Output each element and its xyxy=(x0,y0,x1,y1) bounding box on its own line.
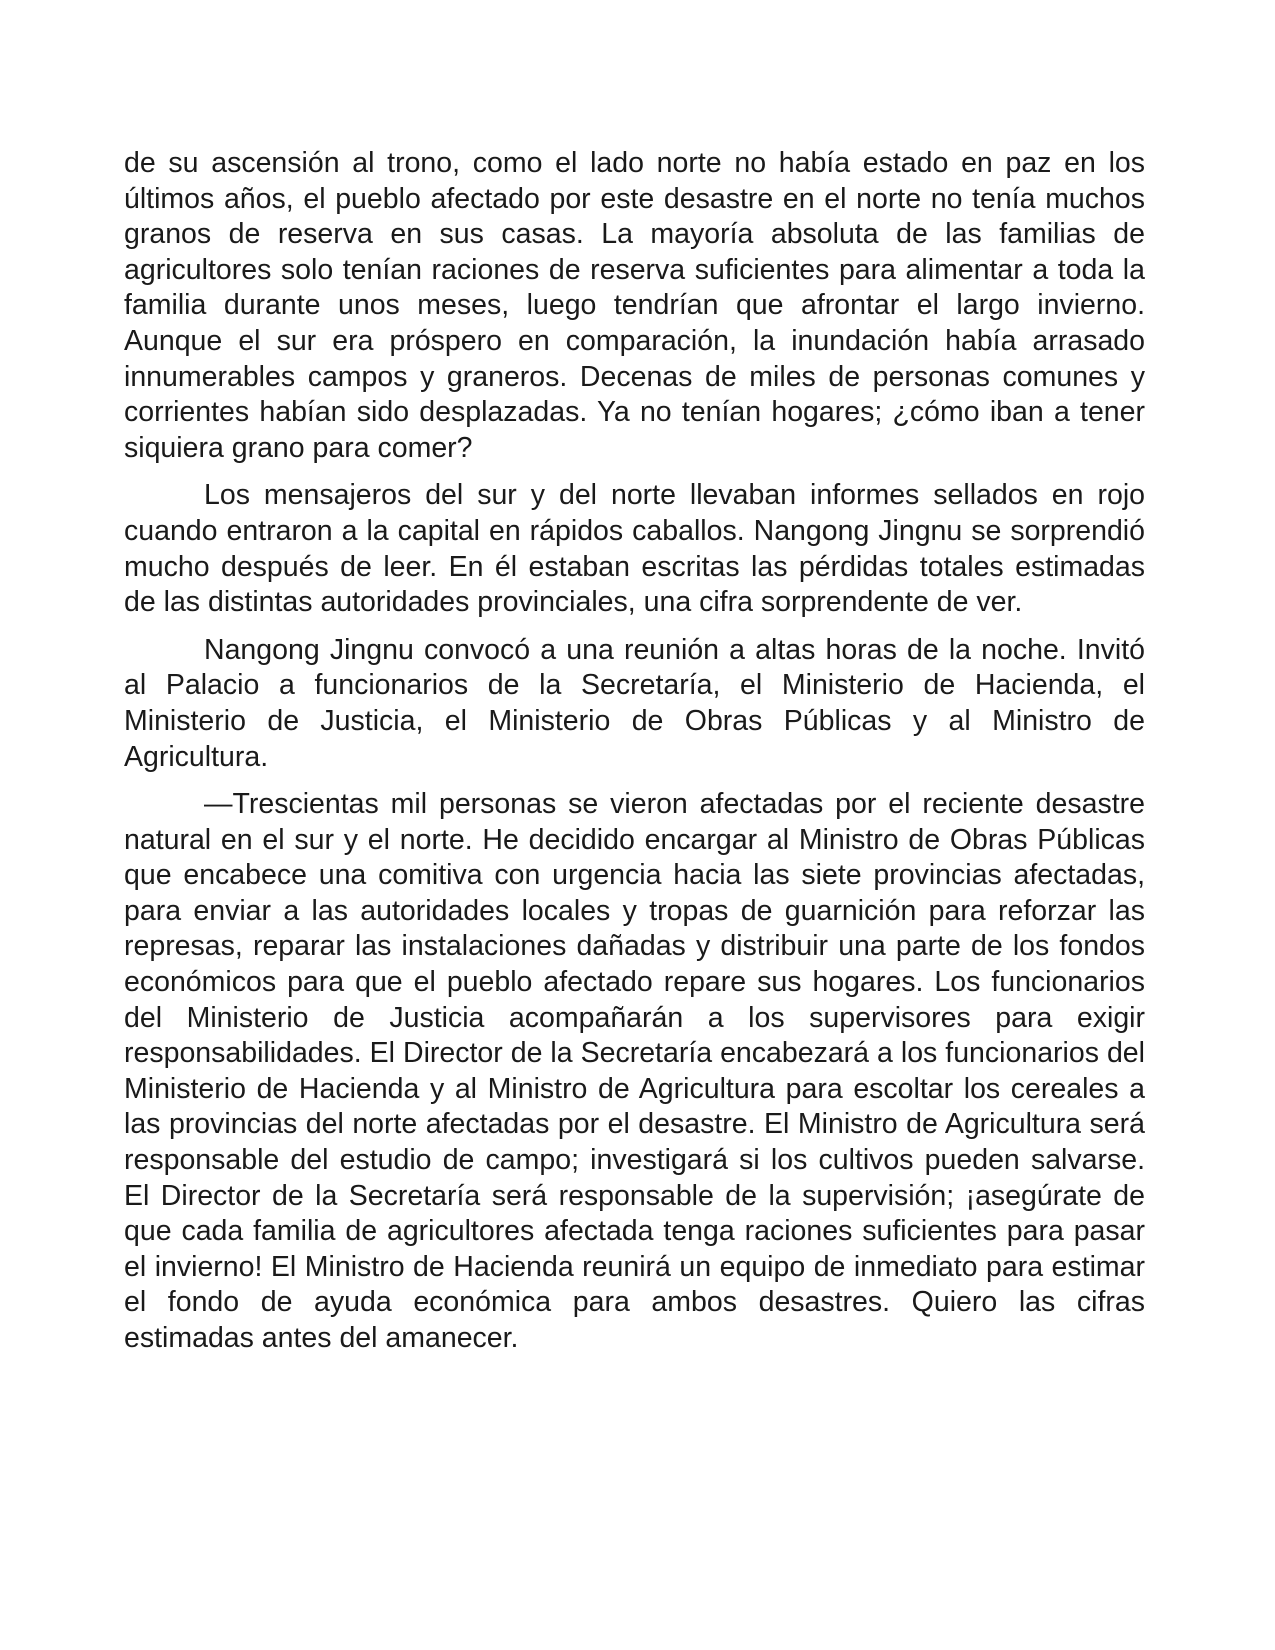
paragraph-2: Los mensajeros del sur y del norte llevaban informes sellados en rojo cuando entraron a la capital en rápidos caballos. Nangong Jingnu se sorprendió mucho después de leer. En él estaban escritas las pérdidas totales estimadas de las distintas autoridades provinciales, una cifra sorprendente de ver. xyxy=(124,479,1145,619)
paragraph-3: Nangong Jingnu convocó a una reunión a altas horas de la noche. Invitó al Palacio a funcionarios de la Secretaría, el Ministerio de Hacienda, el Ministerio de Justicia, el Ministerio de Obras Públicas y al Ministro de Agricultura. xyxy=(124,633,1145,773)
document-page xyxy=(124,146,1145,1369)
paragraph-4: —Trescientas mil personas se vieron afectadas por el reciente desastre natural en el sur y el norte. He decidido encargar al Ministro de Obras Públicas que encabece una comitiva con urgencia hacia las siete provincias afectadas, para enviar a las autoridades locales y tropas de guarnición para reforzar las represas, reparar las instalaciones dañadas y distribuir una parte de los fondos económicos para que el pueblo afectado repare sus hogares. Los funcionarios del Ministerio de Justicia acompañarán a los supervisores para exigir responsabilidades. El Director de la Secretaría encabezará a los funcionarios del Ministerio de Hacienda y al Ministro de Agricultura para escoltar los cereales a las provincias del norte afectadas por el desastre. El Ministro de Agricultura será responsable del estudio de campo; investigará si los cultivos pueden salvarse. El Director de la Secretaría será responsable de la supervisión; ¡asegúrate de que cada familia de agricultores afectada tenga raciones suficientes para pasar el invierno! El Ministro de Hacienda reunirá un equipo de inmediato para estimar el fondo de ayuda económica para ambos desastres. Quiero las cifras estimadas antes del amanecer. xyxy=(124,788,1145,1354)
paragraph-1: de su ascensión al trono, como el lado norte no había estado en paz en los últimos años, el pueblo afectado por este desastre en el norte no tenía muchos granos de reserva en sus casas. La mayoría absoluta de las familias de agricultores solo tenían raciones de reserva suficientes para alimentar a toda la familia durante unos meses, luego tendrían que afrontar el largo invierno. Aunque el sur era próspero en comparación, la inundación había arrasado innumerables campos y graneros. Decenas de miles de personas comunes y corrientes habían sido desplazadas. Ya no tenían hogares; ¿cómo iban a tener siquiera grano para comer? xyxy=(124,147,1145,464)
